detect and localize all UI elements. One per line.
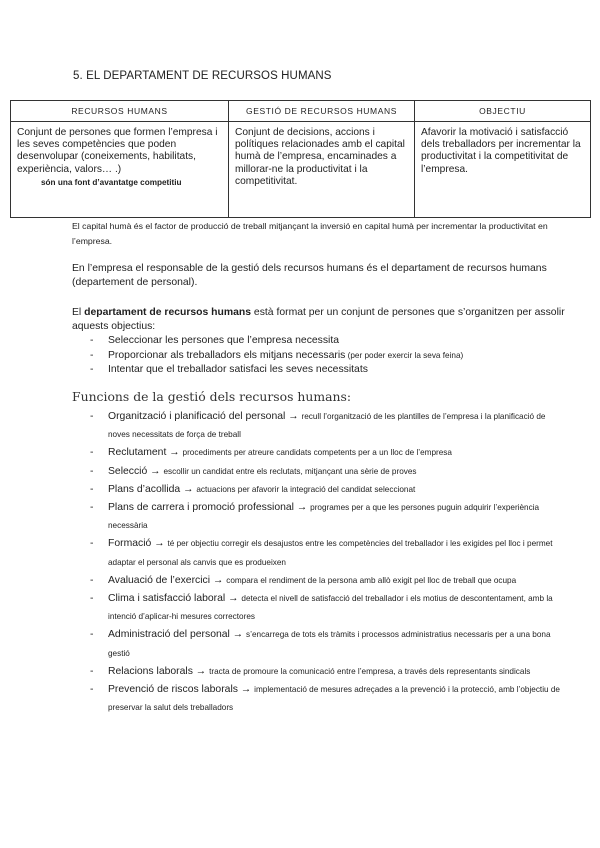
function-name: Administració del personal: [108, 629, 230, 641]
function-desc: escollir un candidat entre els reclutats, mitjançant una sèrie de proves: [163, 466, 417, 476]
section-title: 5. EL DEPARTAMENT DE RECURSOS HUMANS: [73, 70, 332, 82]
arrow-icon: →: [169, 447, 180, 459]
arrow-icon: →: [296, 502, 308, 514]
list-item: [72, 590, 567, 626]
hr-summary-table: [10, 100, 591, 218]
table-header-gestio: GESTIÓ DE RECURSOS HUMANS: [229, 101, 415, 122]
table-header-row: [11, 101, 591, 122]
list-item: [72, 463, 567, 481]
function-name: Prevenció de riscos laborals: [108, 684, 238, 696]
objective-text: Seleccionar les persones que l’empresa necessita: [108, 335, 340, 346]
list-item: [72, 408, 567, 444]
objective-text: Proporcionar als treballadors els mitjans necessaris: [108, 349, 346, 361]
function-name: Reclutament: [108, 447, 167, 459]
table-cell-objectiu: Afavorir la motivació i satisfacció dels treballadors per incrementar la productivitat i la competitivitat de l’empresa.: [415, 122, 591, 218]
arrow-icon: →: [288, 411, 299, 422]
function-desc: implementació de mesures adreçades a la prevenció i la protecció, amb l’objectiu de preservar la salut dels treballadors: [108, 685, 560, 713]
function-name: Organització i planificació del personal: [108, 411, 286, 422]
function-desc: programes per a que les persones puguin adquirir l’experiència necessària: [108, 503, 540, 531]
function-name: Clima i satisfacció laboral: [108, 593, 226, 605]
table-header-recursos-humans: RECURSOS HUMANS: [11, 101, 229, 122]
paragraph-suffix: està format per un conjunt de persones que s’organitzen per assolir aquests objectius:: [72, 307, 565, 332]
table-cell-gestio: Conjunt de decisions, accions i polítiques relacionades amb el capital humà de l’empresa, encaminades a millorar-ne la productivitat i la competitivitat.: [229, 122, 415, 218]
function-name: Selecció: [108, 465, 148, 477]
cell-text: Conjunt de persones que formen l’empresa i les seves competències que poden desenvolupar (coneixements, habilitats, experiència, valors… .): [17, 127, 218, 175]
function-desc: detecta el nivell de satisfacció del treballador i els motius de descontentament, amb la intenció d’aplicar-hi mesures correctores: [108, 594, 553, 622]
function-desc: recull l’organització de les plantilles de l’empresa i la planificació de noves necessitats de força de treball: [108, 412, 546, 440]
paragraph-department: [72, 306, 572, 333]
arrow-icon: →: [150, 465, 161, 477]
list-item: [72, 481, 567, 499]
arrow-icon: →: [183, 483, 194, 495]
function-desc: procediments per atreure candidats competents per a un lloc de l’empresa: [182, 448, 452, 458]
list-item: [72, 363, 572, 378]
table-row: [11, 122, 591, 218]
objective-note: (per poder exercir la seva feina): [345, 350, 464, 360]
list-item: [72, 681, 567, 717]
function-desc: tracta de promoure la comunicació entre l’empresa, a través dels representants sindicals: [209, 666, 531, 676]
list-item: [72, 572, 567, 590]
list-item: [72, 499, 567, 535]
intro-text: El capital humà és el factor de producció de treball mitjançant la inversió en capital humà per incrementar la productivitat en l’empresa.: [72, 221, 548, 246]
list-item: [72, 626, 567, 662]
arrow-icon: →: [240, 684, 252, 696]
function-name: Relacions laborals: [108, 665, 193, 677]
function-desc: compara el rendiment de la persona amb allò exigit pel lloc de treball que ocupa: [226, 575, 517, 585]
functions-list: [72, 408, 567, 717]
list-item: [72, 444, 567, 462]
table-header-objectiu: OBJECTIU: [415, 101, 591, 122]
function-name: Plans de carrera i promoció professional: [108, 502, 294, 514]
paragraph-responsible: En l’empresa el responsable de la gestió dels recursos humans és el departament de recursos humans (departement de personal).: [72, 263, 547, 288]
arrow-icon: →: [232, 629, 244, 641]
cell-note: són una font d’avantatge competitiu: [41, 177, 182, 187]
functions-title: Funcions de la gestió dels recursos humans:: [72, 389, 352, 404]
function-name: Plans d’acollida: [108, 483, 181, 495]
list-item: [72, 349, 572, 364]
arrow-icon: →: [228, 593, 239, 605]
arrow-icon: →: [195, 665, 207, 677]
arrow-icon: →: [154, 538, 165, 550]
list-item: [72, 663, 567, 681]
function-desc: actuacions per afavorir la integració del candidat seleccionat: [196, 484, 416, 494]
objectives-list: [72, 334, 572, 378]
table-cell-recursos-humans: [11, 122, 229, 218]
function-desc: s’encarrega de tots els tràmits i processos administratius necessaris per a una bona gestió: [108, 630, 551, 658]
objective-text: Intentar que el treballador satisfaci les seves necessitats: [108, 364, 368, 376]
paragraph-prefix: El: [72, 307, 85, 318]
function-name: Avaluació de l’exercici: [108, 574, 211, 586]
paragraph-bold-term: departament de recursos humans: [84, 307, 252, 318]
function-name: Formació: [108, 538, 152, 550]
list-item: [72, 334, 572, 349]
list-item: [72, 535, 567, 571]
function-desc: té per objectiu corregir els desajustos entre les competències del treballador i les exigides pel lloc i permet adaptar el personal als canvis que es produeixen: [108, 539, 553, 567]
arrow-icon: →: [212, 574, 224, 586]
